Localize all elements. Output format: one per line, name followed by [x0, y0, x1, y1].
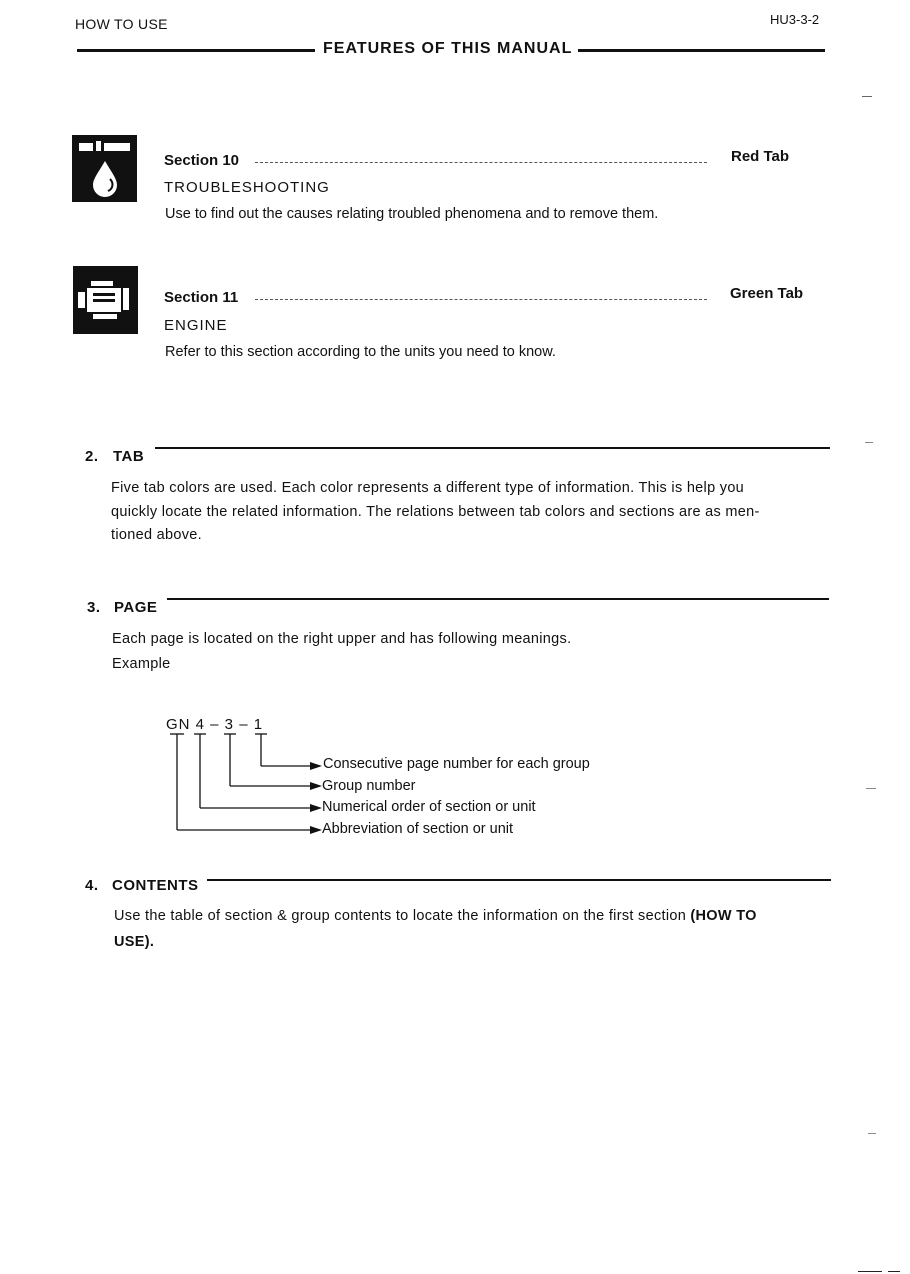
page-number: HU3-3-2: [770, 12, 820, 27]
contents-heading-rule: [207, 879, 831, 881]
section-11-label: Section 11: [164, 289, 239, 306]
example-connector-diagram: [160, 730, 330, 838]
tab-heading-title: TAB: [113, 448, 145, 465]
margin-tick: [858, 1271, 882, 1272]
annotation-abbreviation: Abbreviation of section or unit: [322, 821, 514, 837]
tab-paragraph-line-1: Five tab colors are used. Each color represents a different type of information. This is help you: [111, 480, 745, 496]
contents-paragraph-line-1: [114, 904, 757, 928]
page-paragraph-line-2: Example: [112, 656, 171, 672]
tab-heading-number: 2.: [85, 448, 99, 465]
section-10-leader: [255, 162, 707, 163]
margin-tick: [868, 1133, 876, 1134]
section-11-desc: Refer to this section according to the units you need to know.: [165, 344, 556, 360]
contents-heading-number: 4.: [85, 877, 99, 894]
engine-icon: [73, 266, 138, 334]
section-11-tab: Green Tab: [730, 285, 804, 302]
annotation-consecutive-page: Consecutive page number for each group: [323, 756, 590, 772]
section-10-tab: Red Tab: [731, 148, 790, 165]
page-heading-rule: [167, 598, 829, 600]
contents-paragraph-bold: (HOW TO: [690, 908, 757, 924]
annotation-group-number: Group number: [322, 778, 416, 794]
example-page-code: GN 4 – 3 – 1: [166, 716, 264, 733]
margin-tick: [862, 96, 872, 97]
tab-paragraph-line-2: quickly locate the related information. The relations between tab colors and sections are as men-: [111, 504, 760, 520]
contents-paragraph-line-2: USE).: [114, 934, 155, 950]
section-10-desc: Use to find out the causes relating troubled phenomena and to remove them.: [165, 206, 659, 222]
tab-paragraph-line-3: tioned above.: [111, 527, 202, 543]
section-11-name: ENGINE: [164, 317, 228, 334]
contents-heading-title: CONTENTS: [112, 877, 199, 894]
header-left: HOW TO USE: [75, 16, 168, 32]
title-rule-right: [578, 49, 825, 52]
margin-tick: [866, 788, 876, 789]
section-10-label: Section 10: [164, 152, 240, 169]
page-heading-title: PAGE: [114, 599, 158, 616]
margin-tick: [865, 442, 873, 443]
troubleshooting-drop-icon: [72, 135, 137, 202]
section-11-leader: [255, 299, 707, 300]
contents-paragraph-text: Use the table of section & group contents to locate the information on the first section: [114, 908, 691, 924]
section-10-name: TROUBLESHOOTING: [164, 179, 330, 196]
annotation-numerical-order: Numerical order of section or unit: [322, 799, 536, 815]
tab-heading-rule: [155, 447, 830, 449]
page-title-row: [75, 40, 825, 64]
page-title: FEATURES OF THIS MANUAL: [323, 40, 573, 57]
page-paragraph-line-1: Each page is located on the right upper and has following meanings.: [112, 631, 572, 647]
title-rule-left: [77, 49, 315, 52]
page-heading-number: 3.: [87, 599, 101, 616]
margin-tick: [888, 1271, 900, 1272]
